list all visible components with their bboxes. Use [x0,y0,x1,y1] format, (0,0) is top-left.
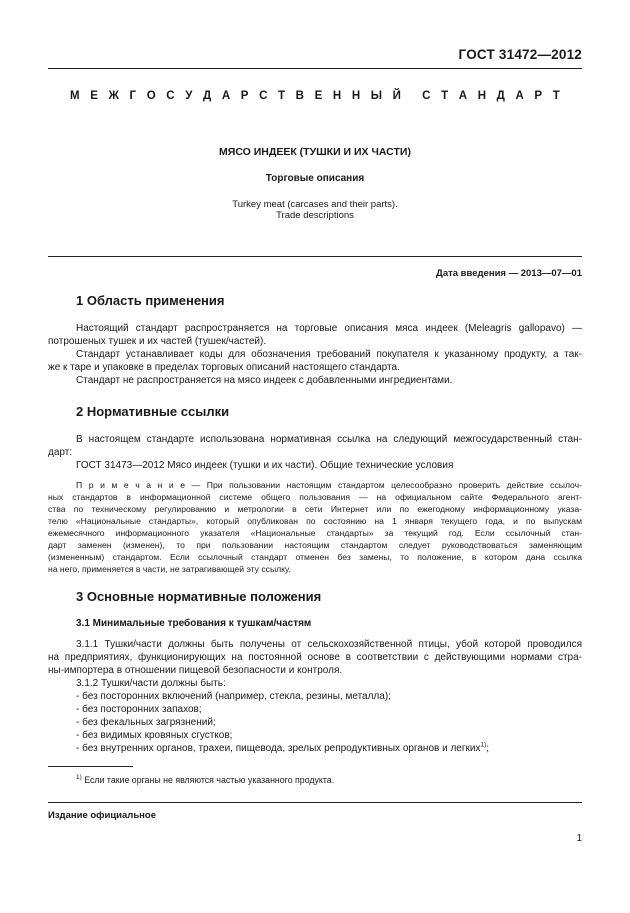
paragraph-line: ны-импортера в отношении пищевой безопасности и контроля. [48,665,343,676]
note-line: ства по техническому регулированию и метрологии в сети Интернет или по ежегодному информационному указа- [48,504,582,514]
note-line: на него, применяется в части, не затрагивающей эту ссылку. [48,564,291,574]
paragraph-line: потрошеных тушек и их частей (тушек/частей). [48,336,267,347]
banner-letter: Ж [108,90,119,102]
list-item: - без фекальных загрязнений; [76,717,216,728]
banner-letter: Н [332,90,342,102]
note-line: (измененным) стандартом. Если ссылочный стандарт отменен без замены, то положение, в котором дана ссылка [48,552,582,562]
note-line: ежемесячного информационного указателя «Национальные стандарты» за текущий год. Если ссылочный стан- [48,528,582,538]
english-title-line: Trade descriptions [276,210,354,221]
banner-letter: Т [278,90,286,102]
list-item: - без посторонних запахов; [76,704,202,715]
banner-letter: Н [351,90,361,102]
banner-letter: Й [392,90,401,102]
banner-letter: А [221,90,231,102]
paragraph-line: Настоящий стандарт распространяется на торговые описания мяса индеек (Meleagris gallopavo) — [76,323,582,334]
list-item-tail: ; [486,743,490,754]
list-item [76,743,610,754]
banner-letter: А [515,90,524,102]
banner-letter: С [166,90,175,102]
footnote-rule [48,766,133,767]
banner-letter: У [185,90,193,102]
official-edition-label: Издание официальное [48,810,156,821]
paragraph-line: 3.1.1 Тушки/части должны быть получены от сельскохозяйственной птицы, убой которой проводился [76,639,582,650]
reference-line: ГОСТ 31473—2012 Мясо индеек (тушки и их части). Общие технические условия [76,460,454,471]
banner-letter: Е [314,90,323,102]
note-line: телю «Национальные стандарты», который опубликован по состоянию на 1 января текущего года, и по выпускам [48,516,582,526]
banner-letter: В [295,90,304,102]
section-heading: 3 Основные нормативные положения [76,589,322,604]
standard-number: ГОСТ 31472—2012 [458,47,582,62]
footnote [76,775,334,785]
paragraph-line: же к таре и упаковке в пределах торговых описаний настоящего стандарта. [48,362,400,373]
introduction-date: Дата введения — 2013—07—01 [436,268,582,279]
list-item: - без посторонних включений (например, стекла, резины, металла); [76,691,391,702]
banner-letter: С [259,90,268,102]
section-heading: 1 Область применения [76,293,225,308]
banner-letter: Н [477,90,487,102]
document-subtitle: Торговые описания [265,173,365,184]
paragraph-line: дарт: [48,447,73,458]
note-line: ных стандартов в информационной системе общего пользования — на официальном сайте Федерального агент- [48,492,582,502]
list-item: - без видимых кровяных сгустков; [76,730,233,741]
interstate-standard-banner [70,90,560,102]
subsection-heading: 3.1 Минимальные требования к тушкам/частям [76,618,312,629]
banner-letter: Т [552,90,560,102]
note-line: дарт заменен (изменен), то при пользовании настоящим стандартом следует руководствоваться заменяющим [48,540,582,550]
document-title: МЯСО ИНДЕЕК (ТУШКИ И ИХ ЧАСТИ) [219,146,411,158]
banner-letter: О [146,90,156,102]
footer-rule [48,802,582,803]
paragraph-line: 3.1.2 Тушки/части должны быть: [76,678,226,689]
banner-letter: Т [441,90,449,102]
page-number: 1 [576,833,582,844]
footnote-text: Если такие органы не являются частью указанного продукта. [81,775,335,785]
paragraph-line: В настоящем стандарте использована нормативная ссылка на следующий межгосударственный стан- [76,434,582,445]
banner-letter: Г [129,90,137,102]
banner-letter: Д [496,90,505,102]
top-rule [48,68,582,69]
banner-letter: М [70,90,80,102]
banner-letter: С [422,90,431,102]
english-title-line: Turkey meat (carcases and their parts). [232,199,398,210]
footnote-reference[interactable]: 1) [480,741,487,749]
banner-letter: Ы [370,90,383,102]
note-line: П р и м е ч а н и е — При пользовании настоящим стандартом целесообразно проверить действие ссылоч- [76,480,582,490]
banner-letter: Д [203,90,212,102]
title-rule [48,256,582,257]
banner-letter: А [458,90,468,102]
list-item-text: - без внутренних органов, трахеи, пищевода, зрелых репродуктивных органов и легких [76,743,481,754]
section-heading: 2 Нормативные ссылки [76,404,230,419]
banner-letter: Р [240,90,249,102]
paragraph-line: Стандарт устанавливает коды для обозначения требований покупателя к указанному продукту, а так- [76,349,582,360]
banner-letter: Р [534,90,543,102]
footnote-mark: 1) [76,774,82,782]
banner-letter: Е [90,90,98,102]
paragraph-line: Стандарт не распространяется на мясо индеек с добавленными ингредиентами. [76,375,453,386]
paragraph-line: на предприятиях, функционирующих на постоянной основе в соответствии с действующими нормами стра- [48,652,582,663]
